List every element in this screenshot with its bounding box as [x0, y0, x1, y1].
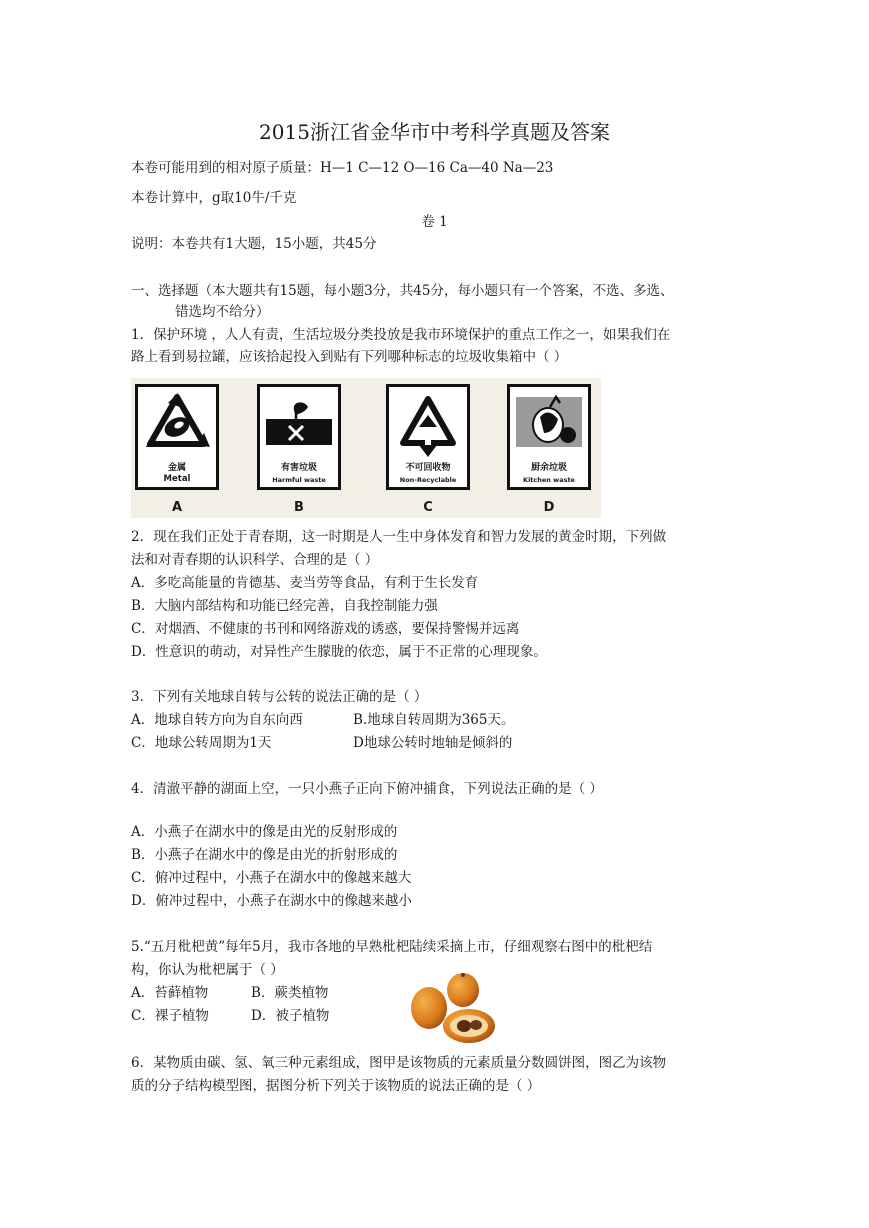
sign-a-letter: A	[171, 500, 183, 515]
volume-label: 卷 1	[421, 214, 448, 230]
q2-option-c: C．对烟酒、不健康的书刊和网络游戏的诱惑，要保持警惕并远离	[131, 621, 520, 637]
q6-stem-cont: 质的分子结构模型图，据图分析下列关于该物质的说法正确的是（ ）	[131, 1078, 541, 1094]
sign-b-letter: B	[294, 500, 304, 515]
q4-stem: 4．清澈平静的湖面上空，一只小燕子正向下俯冲捕食，下列说法正确的是（ ）	[131, 781, 603, 797]
kitchen-waste-icon	[510, 389, 588, 459]
sign-kitchen	[507, 384, 591, 490]
sign-a-en: Metal	[163, 474, 191, 484]
q1-stem-cont: 路上看到易拉罐，应该拾起投入到贴有下列哪种标志的垃圾收集箱中（ ）	[131, 349, 568, 365]
q3-option-d: D地球公转时地轴是倾斜的	[353, 735, 513, 751]
section-heading-cont: 错选均不给分）	[175, 304, 270, 320]
q3-option-c: C．地球公转周期为1天	[131, 735, 272, 751]
sign-b-en: Harmful waste	[272, 476, 326, 484]
q5-option-a: A．苔藓植物	[131, 985, 209, 1001]
q2-option-d: D．性意识的萌动，对异性产生朦胧的依恋，属于不正常的心理现象。	[131, 644, 547, 660]
q4-option-a: A．小燕子在湖水中的像是由光的反射形成的	[131, 824, 398, 840]
q5-stem: 5.“五月枇杷黄”每年5月，我市各地的早熟枇杷陆续采摘上市，仔细观察右图中的枇杷结	[131, 939, 653, 955]
sign-d-letter: D	[543, 500, 555, 515]
g-value-note: 本卷计算中，g取10牛/千克	[131, 190, 297, 206]
sign-harmful	[257, 384, 341, 490]
q1-sign-figure	[131, 378, 601, 518]
q4-option-b: B．小燕子在湖水中的像是由光的折射形成的	[131, 847, 398, 863]
q1-stem: 1．保护环境 ，人人有责，生活垃圾分类投放是我市环境保护的重点工作之一，如果我们在	[131, 327, 671, 343]
page-title: 2015浙江省金华市中考科学真题及答案	[259, 120, 610, 144]
sign-b-cn: 有害垃圾	[280, 463, 317, 473]
atomic-masses-note: 本卷可能用到的相对原子质量：H—1 C—12 O—16 Ca—40 Na—23	[131, 160, 554, 176]
q2-stem-cont: 法和对青春期的认识科学、合理的是（ ）	[131, 552, 379, 568]
section-heading: 一、选择题（本大题共有15题，每小题3分，共45分，每小题只有一个答案，不选、多选、	[131, 283, 674, 299]
q3-stem: 3．下列有关地球自转与公转的说法正确的是（ ）	[131, 689, 428, 705]
sign-a-cn: 金属	[167, 463, 186, 473]
q4-option-d: D．俯冲过程中，小燕子在湖水中的像越来越小	[131, 893, 412, 909]
q5-option-b: B．蕨类植物	[251, 985, 329, 1001]
q2-option-b: B．大脑内部结构和功能已经完善，自我控制能力强	[131, 598, 438, 614]
q2-option-a: A．多吃高能量的肯德基、麦当劳等食品，有利于生长发育	[131, 575, 479, 591]
recycle-icon	[138, 389, 216, 459]
harmful-waste-icon	[260, 389, 338, 459]
volume-note: 说明：本卷共有1大题，15小题，共45分	[131, 236, 377, 252]
q6-stem: 6．某物质由碳、氢、氧三种元素组成，图甲是该物质的元素质量分数圆饼图，图乙为该物	[131, 1055, 667, 1071]
q4-option-c: C．俯冲过程中，小燕子在湖水中的像越来越大	[131, 870, 412, 886]
sign-metal	[135, 384, 219, 490]
sign-c-cn: 不可回收物	[405, 463, 451, 473]
q3-option-b: B.地球自转周期为365天。	[353, 712, 515, 728]
sign-non-recyclable	[386, 384, 470, 490]
loquat-image	[409, 970, 501, 1046]
q2-stem: 2．现在我们正处于青春期，这一时期是人一生中身体发育和智力发展的黄金时期，下列做	[131, 529, 667, 545]
q5-option-d: D．被子植物	[251, 1008, 330, 1024]
q5-option-c: C．裸子植物	[131, 1008, 209, 1024]
non-recyclable-icon	[389, 389, 467, 459]
q5-stem-cont: 构，你认为枇杷属于（ ）	[131, 962, 284, 978]
sign-d-cn: 厨余垃圾	[530, 463, 567, 473]
sign-d-en: Kitchen waste	[523, 476, 575, 484]
sign-c-en: Non-Recyclable	[399, 476, 457, 484]
sign-c-letter: C	[423, 500, 433, 515]
q3-option-a: A．地球自转方向为自东向西	[131, 712, 303, 728]
